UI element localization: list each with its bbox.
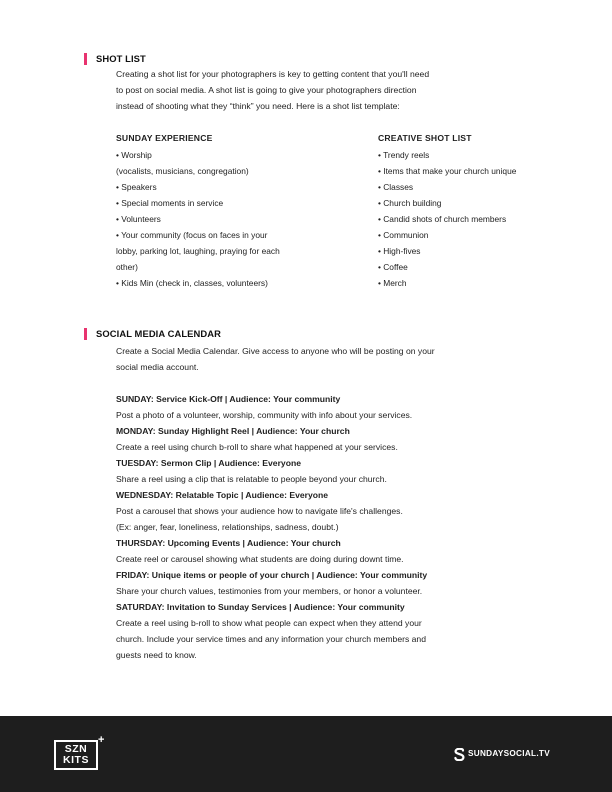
list-item: • Church building bbox=[378, 198, 442, 208]
intro-line: to post on social media. A shot list is going to give your photographers direction bbox=[116, 85, 417, 95]
list-item: • Candid shots of church members bbox=[378, 214, 507, 224]
list-item: • Items that make your church unique bbox=[378, 166, 517, 176]
day-description: Create a reel using b-roll to show what people can expect when they attend your bbox=[116, 618, 422, 628]
list-item: • Special moments in service bbox=[116, 198, 224, 208]
list-item: • Classes bbox=[378, 182, 414, 192]
section-title: SHOT LIST bbox=[96, 53, 146, 64]
intro-line: social media account. bbox=[116, 362, 199, 372]
calendar-intro bbox=[116, 343, 536, 375]
day-description: Share your church values, testimonies from your members, or honor a volunteer. bbox=[116, 586, 423, 596]
list-item: • High-fives bbox=[378, 246, 421, 256]
intro-line: instead of shooting what they “think” you need. Here is a shot list template: bbox=[116, 101, 400, 111]
intro-line: Create a Social Media Calendar. Give access to anyone who will be posting on your bbox=[116, 346, 435, 356]
day-heading-sunday: SUNDAY: Service Kick-Off | Audience: Your community bbox=[116, 394, 341, 404]
day-description: Share a reel using a clip that is relatable to people beyond your church. bbox=[116, 474, 387, 484]
section-accent-bar bbox=[84, 53, 87, 65]
shot-list-intro bbox=[116, 66, 536, 114]
day-description: church. Include your service times and any information your church members and bbox=[116, 634, 426, 644]
day-heading-saturday: SATURDAY: Invitation to Sunday Services | Audience: Your community bbox=[116, 602, 405, 612]
day-description: guests need to know. bbox=[116, 650, 197, 660]
day-heading-wednesday: WEDNESDAY: Relatable Topic | Audience: Everyone bbox=[116, 490, 329, 500]
day-description: Post a photo of a volunteer, worship, community with info about your services. bbox=[116, 410, 413, 420]
list-item: other) bbox=[116, 262, 138, 272]
day-description: Create a reel using church b-roll to share what happened at your services. bbox=[116, 442, 398, 452]
list-item: • Communion bbox=[378, 230, 429, 240]
list-item: • Your community (focus on faces in your bbox=[116, 230, 268, 240]
day-heading-friday: FRIDAY: Unique items or people of your church | Audience: Your community bbox=[116, 570, 428, 580]
brand-name: SUNDAYSOCIAL.TV bbox=[468, 749, 550, 758]
list-item: lobby, parking lot, laughing, praying for each bbox=[116, 246, 280, 256]
szn-kits-logo bbox=[54, 734, 106, 772]
creative-shot-list bbox=[378, 147, 578, 291]
list-item: • Kids Min (check in, classes, volunteers) bbox=[116, 278, 268, 288]
section-title: SOCIAL MEDIA CALENDAR bbox=[96, 328, 222, 339]
list-item: • Speakers bbox=[116, 182, 157, 192]
day-description: Create reel or carousel showing what students are doing during downt time. bbox=[116, 554, 404, 564]
list-item: • Volunteers bbox=[116, 214, 161, 224]
day-heading-monday: MONDAY: Sunday Highlight Reel | Audience: Your church bbox=[116, 426, 350, 436]
logo-line: SZN bbox=[64, 743, 88, 755]
calendar-entries bbox=[116, 391, 546, 663]
creative-shot-list-heading: CREATIVE SHOT LIST bbox=[378, 133, 472, 143]
day-description: Post a carousel that shows your audience how to navigate life's challenges. bbox=[116, 506, 403, 516]
day-description: (Ex: anger, fear, loneliness, relationships, sadness, doubt.) bbox=[116, 522, 339, 532]
list-item: • Coffee bbox=[378, 262, 408, 272]
footer bbox=[0, 716, 612, 792]
plus-icon: + bbox=[98, 734, 105, 746]
list-item: • Worship bbox=[116, 150, 152, 160]
intro-line: Creating a shot list for your photographers is key to getting content that you'll need bbox=[116, 69, 430, 79]
logo-line: KITS bbox=[63, 754, 89, 766]
szn-kits-logo-box bbox=[54, 740, 98, 770]
day-heading-tuesday: TUESDAY: Sermon Clip | Audience: Everyone bbox=[116, 458, 301, 468]
list-item: • Merch bbox=[378, 278, 407, 288]
list-item: (vocalists, musicians, congregation) bbox=[116, 166, 249, 176]
sunday-social-s-icon bbox=[454, 748, 465, 761]
sunday-experience-list bbox=[116, 147, 356, 291]
section-accent-bar bbox=[84, 328, 87, 340]
list-item: • Trendy reels bbox=[378, 150, 430, 160]
day-heading-thursday: THURSDAY: Upcoming Events | Audience: Your church bbox=[116, 538, 341, 548]
sunday-experience-heading: SUNDAY EXPERIENCE bbox=[116, 133, 213, 143]
